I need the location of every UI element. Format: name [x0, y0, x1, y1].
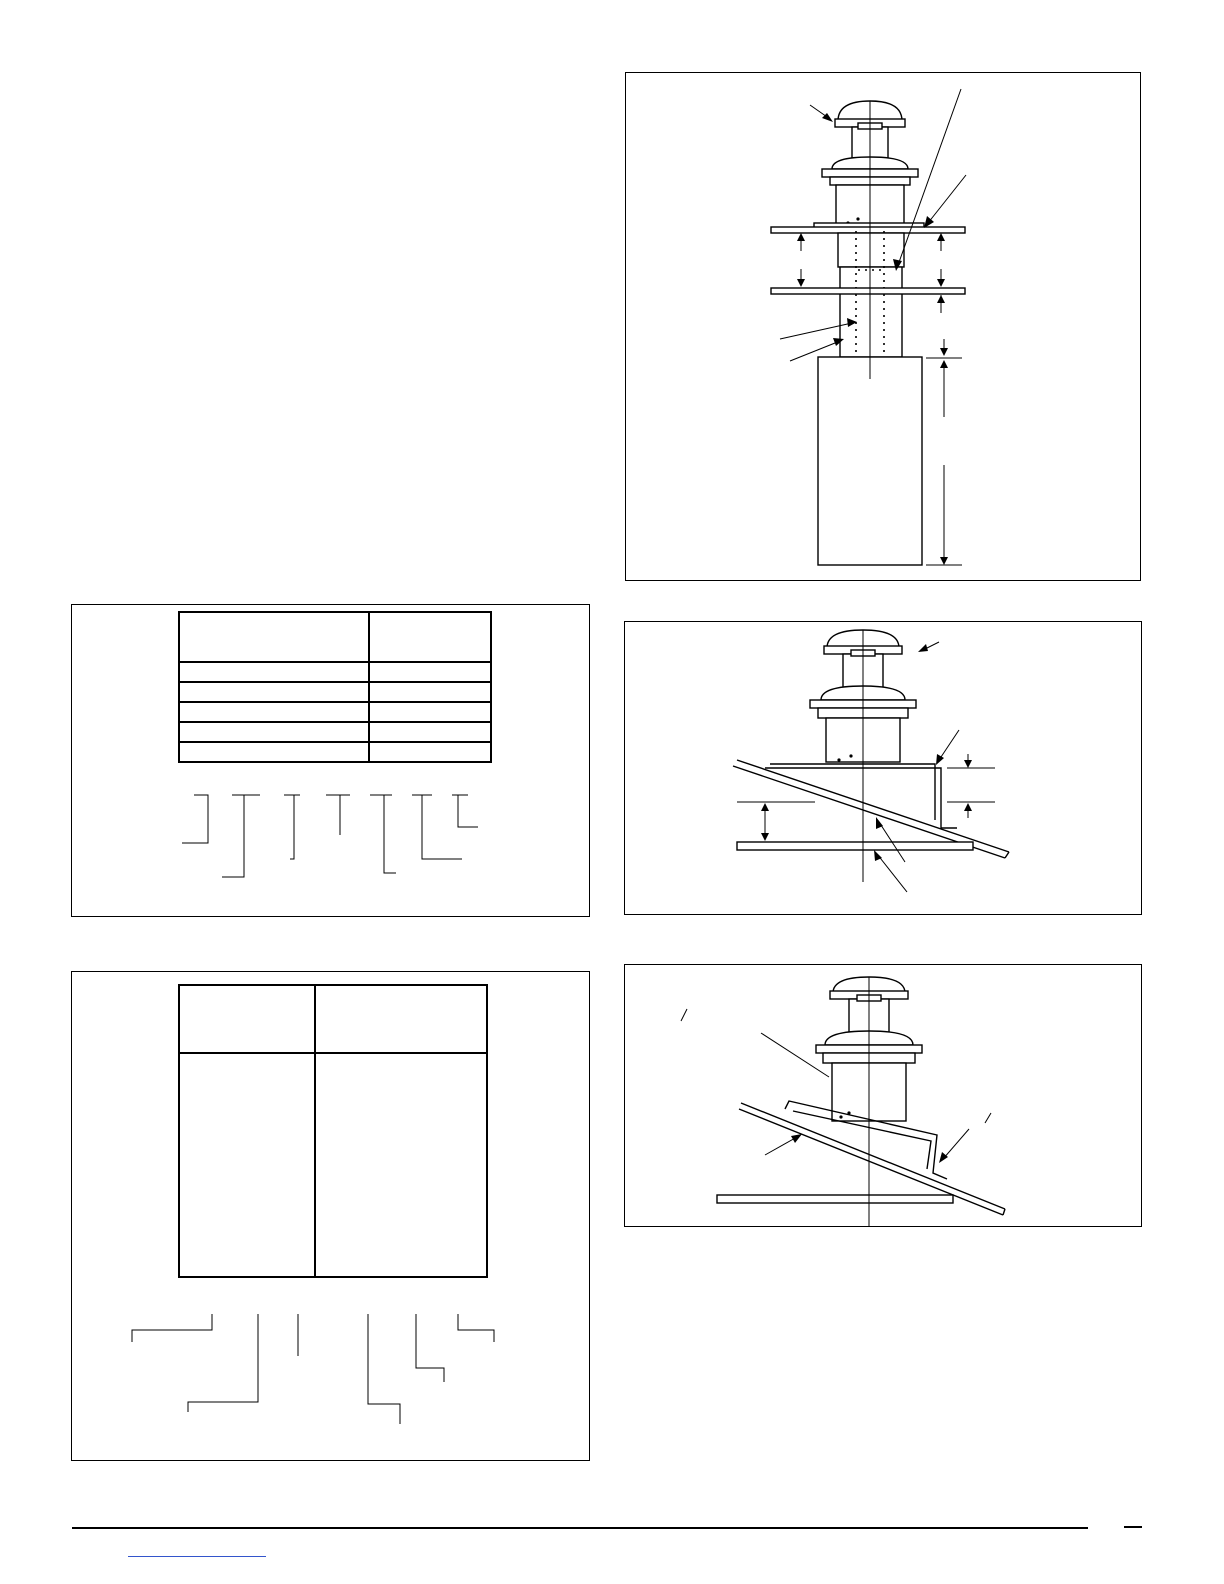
part-number-key-2: [72, 972, 591, 1462]
page-number-mark: [1124, 1526, 1142, 1528]
pitched-roof-termination-diagram: [625, 965, 1143, 1228]
table-2-panel: [71, 971, 590, 1461]
roof-flashing-figure: [624, 621, 1142, 915]
roof-flashing-diagram: [625, 622, 1143, 916]
pitched-roof-figure: [624, 964, 1142, 1227]
footer-link[interactable]: [128, 1556, 266, 1557]
table-1-panel: [71, 604, 590, 917]
vertical-termination-figure: [625, 72, 1141, 581]
vertical-termination-diagram: [626, 73, 1142, 582]
part-number-key-1: [72, 605, 591, 918]
footer-rule: [72, 1527, 1088, 1529]
